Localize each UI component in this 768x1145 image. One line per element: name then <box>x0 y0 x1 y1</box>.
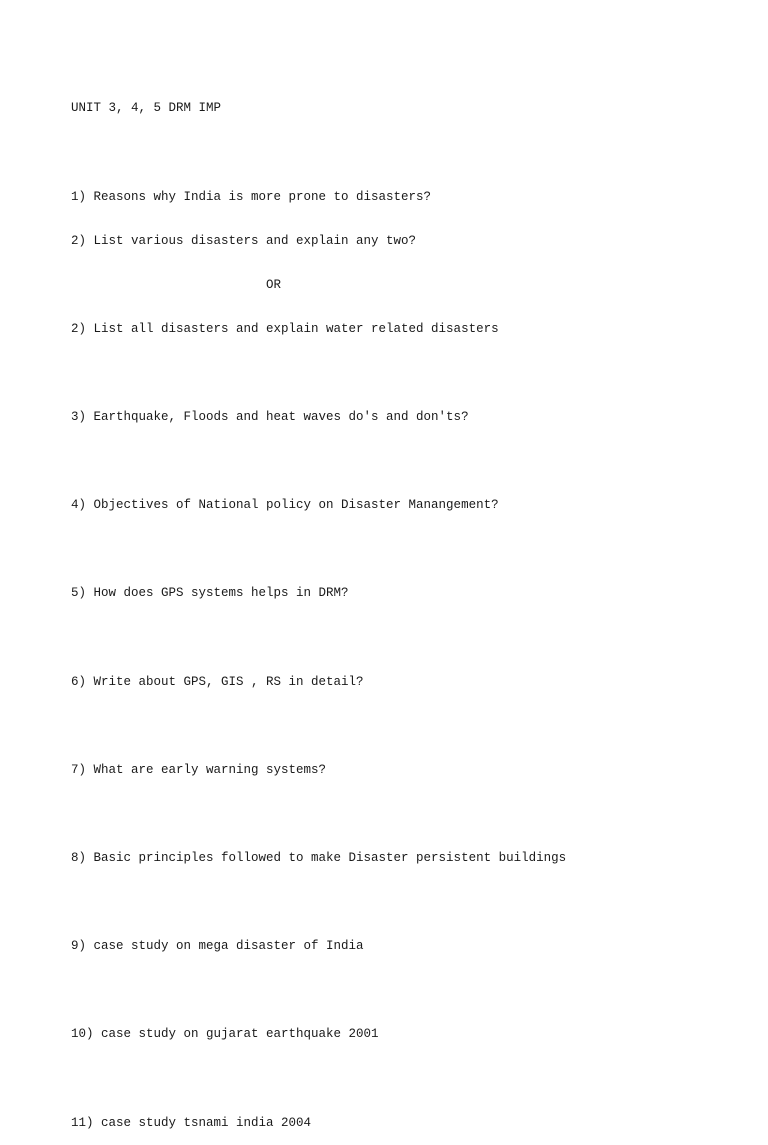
question-2a: 2) List various disasters and explain any two? <box>71 233 417 248</box>
or-separator: OR <box>71 277 282 292</box>
spacer <box>71 983 731 998</box>
question-3: 3) Earthquake, Floods and heat waves do's and don'ts? <box>71 410 469 425</box>
question-8: 8) Basic principles followed to make Disaster persistent buildings <box>71 851 567 865</box>
document-page <box>71 72 731 1145</box>
question-4: 4) Objectives of National policy on Disaster Manangement? <box>71 498 499 513</box>
document-title: UNIT 3, 4, 5 DRM IMP <box>71 101 222 116</box>
question-7: 7) What are early warning systems? <box>71 762 327 777</box>
spacer <box>71 542 731 557</box>
question-2b: 2) List all disasters and explain water related disasters <box>71 321 499 336</box>
question-11: 11) case study tsnami india 2004 <box>71 1115 312 1130</box>
spacer <box>71 454 731 469</box>
spacer <box>71 366 731 381</box>
question-6: 6) Write about GPS, GIS , RS in detail? <box>71 674 364 689</box>
question-1: 1) Reasons why India is more prone to disasters? <box>71 189 432 204</box>
spacer <box>71 146 731 161</box>
question-9: 9) case study on mega disaster of India <box>71 939 364 954</box>
spacer <box>71 719 731 734</box>
spacer <box>71 1071 731 1086</box>
spacer <box>71 807 731 822</box>
question-5: 5) How does GPS systems helps in DRM? <box>71 586 349 601</box>
question-10: 10) case study on gujarat earthquake 2001 <box>71 1027 379 1042</box>
spacer <box>71 895 731 910</box>
spacer <box>71 631 731 646</box>
